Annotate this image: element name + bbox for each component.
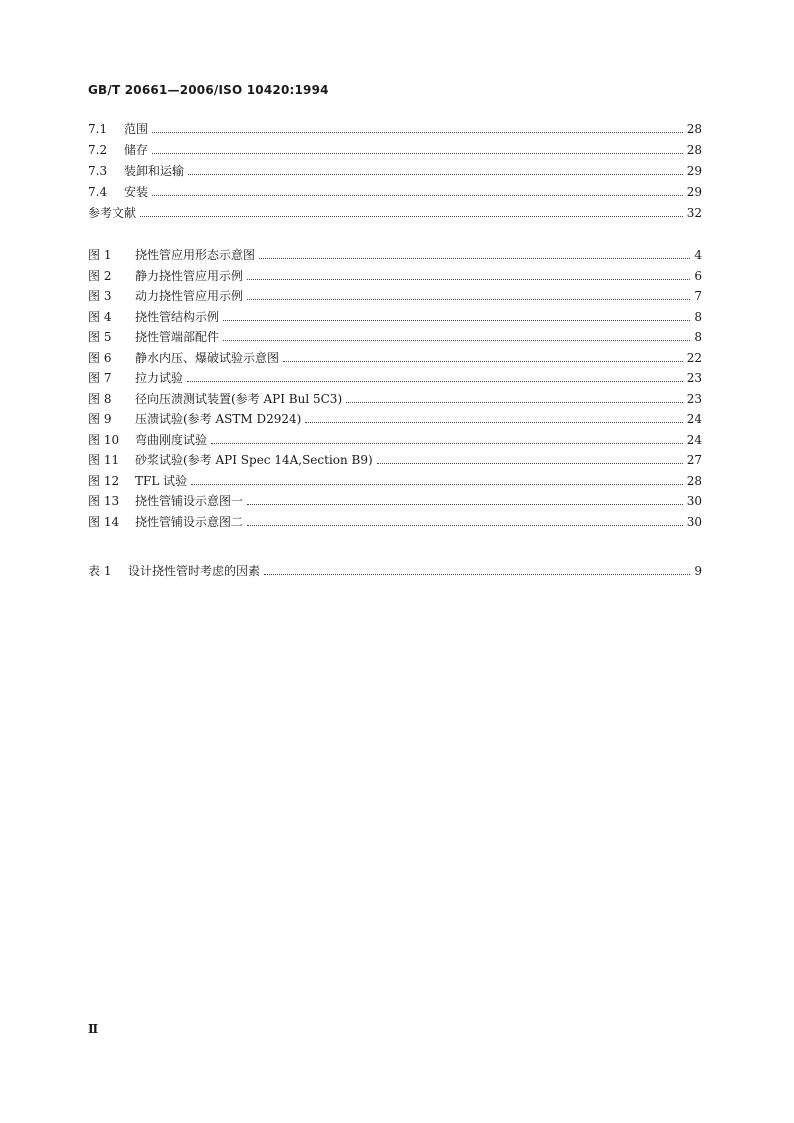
toc-leader-dots — [247, 504, 683, 505]
toc-leader-dots — [152, 195, 683, 196]
toc-figure-entry[interactable] — [88, 365, 702, 385]
toc-entry-number: 图 11 — [88, 453, 120, 467]
toc-entry-references[interactable] — [88, 200, 702, 220]
toc-entry-label: 装卸和运输 — [124, 164, 185, 178]
toc-leader-dots — [264, 574, 690, 575]
toc-leader-dots — [223, 340, 690, 341]
toc-leader-dots — [247, 279, 690, 280]
toc-entry-label: 设计挠性管时考虑的因素 — [128, 564, 261, 578]
toc-entry-page: 8 — [694, 330, 702, 344]
toc-entry-page: 27 — [686, 453, 702, 467]
toc-figure-entry[interactable] — [88, 468, 702, 488]
toc-entry-label: 范围 — [124, 122, 149, 136]
toc-figure-entry[interactable] — [88, 263, 702, 283]
toc-entry-number: 图 3 — [88, 289, 112, 303]
toc-entry[interactable] — [88, 137, 702, 157]
toc-figure-entry[interactable] — [88, 406, 702, 426]
toc-entry-page: 23 — [686, 391, 702, 406]
toc-entry-label: 参考文献 — [88, 206, 137, 220]
toc-entry-number: 图 2 — [88, 268, 112, 283]
toc-entry-number: 7.2 — [88, 143, 108, 157]
toc-figure-entry[interactable] — [88, 509, 702, 529]
toc-entry-page: 7 — [694, 289, 702, 303]
toc-figure-entry[interactable] — [88, 324, 702, 344]
toc-figure-entry[interactable] — [88, 488, 702, 508]
toc-entry-label: 挠性管应用形态示意图 — [135, 248, 256, 262]
toc-entry-page: 6 — [694, 268, 702, 283]
toc-entry-label: 径向压溃测试装置(参考 API Bul 5C3) — [135, 391, 343, 406]
toc-entry-label: 动力挠性管应用示例 — [135, 289, 244, 303]
toc-leader-dots — [223, 320, 690, 321]
toc-entry-page: 9 — [694, 564, 702, 578]
document-header: GB/T 20661—2006/ISO 10420:1994 — [88, 83, 329, 97]
toc-entry-number: 表 1 — [88, 564, 112, 578]
toc-leader-dots — [152, 153, 683, 154]
toc-figure-entry[interactable] — [88, 304, 702, 324]
toc-entry-label: TFL 试验 — [135, 473, 188, 488]
toc-entry-page: 24 — [686, 412, 702, 426]
toc-entry-number: 图 14 — [88, 514, 120, 529]
toc-entry-label: 安装 — [124, 185, 149, 199]
toc-entry-number: 图 10 — [88, 432, 120, 447]
toc-leader-dots — [140, 216, 683, 217]
toc-entry-page: 23 — [686, 371, 702, 385]
toc-leader-dots — [377, 463, 683, 464]
toc-figure-entry[interactable] — [88, 283, 702, 303]
toc-leader-dots — [247, 299, 690, 300]
toc-entry-number: 图 6 — [88, 350, 112, 365]
toc-entry-page: 28 — [686, 122, 702, 136]
toc-table-entry[interactable] — [88, 558, 702, 578]
toc-leader-dots — [346, 402, 683, 403]
toc-entry[interactable] — [88, 179, 702, 199]
toc-entry-label: 挠性管铺设示意图一 — [135, 494, 244, 508]
toc-leader-dots — [191, 484, 683, 485]
toc-entry-number: 图 4 — [88, 309, 112, 324]
toc-entry-number: 7.1 — [88, 122, 108, 136]
toc-leader-dots — [259, 258, 690, 259]
toc-entry-page: 29 — [686, 164, 702, 178]
toc-entry-page: 4 — [694, 248, 702, 262]
toc-entry-number: 图 7 — [88, 371, 112, 385]
toc-entry-label: 砂浆试验(参考 API Spec 14A,Section B9) — [135, 453, 373, 467]
toc-figure-entry[interactable] — [88, 386, 702, 406]
toc-leader-dots — [283, 361, 683, 362]
toc-entry-label: 挠性管结构示例 — [135, 309, 220, 324]
toc-entry-number: 图 1 — [88, 248, 112, 262]
toc-entry-page: 28 — [686, 473, 702, 488]
toc-entry-label: 拉力试验 — [135, 371, 184, 385]
toc-entry-page: 32 — [686, 206, 702, 220]
toc-entry-label: 挠性管铺设示意图二 — [135, 514, 244, 529]
toc-entry-page: 30 — [686, 514, 702, 529]
toc-entry-label: 压溃试验(参考 ASTM D2924) — [135, 412, 302, 426]
toc-entry-number: 7.4 — [88, 185, 108, 199]
toc-leader-dots — [305, 422, 682, 423]
toc-leader-dots — [187, 381, 683, 382]
toc-entry-page: 22 — [686, 350, 702, 365]
toc-entry[interactable] — [88, 158, 702, 178]
toc-leader-dots — [247, 525, 683, 526]
toc-entry-label: 静水内压、爆破试验示意图 — [135, 350, 280, 365]
toc-entry-page: 24 — [686, 432, 702, 447]
toc-entry-page: 8 — [694, 309, 702, 324]
toc-entry-page: 28 — [686, 143, 702, 157]
toc-entry-number: 图 13 — [88, 494, 120, 508]
toc-entry-number: 图 5 — [88, 330, 112, 344]
toc-entry-label: 弯曲刚度试验 — [135, 432, 208, 447]
toc-leader-dots — [188, 174, 683, 175]
toc-leader-dots — [211, 443, 683, 444]
toc-leader-dots — [152, 132, 683, 133]
toc-figure-entry[interactable] — [88, 447, 702, 467]
toc-entry[interactable] — [88, 116, 702, 136]
toc-figure-entry[interactable] — [88, 242, 702, 262]
toc-figure-entry[interactable] — [88, 427, 702, 447]
toc-entry-label: 储存 — [124, 143, 149, 157]
toc-entry-number: 图 8 — [88, 391, 112, 406]
toc-entry-label: 静力挠性管应用示例 — [135, 268, 244, 283]
toc-entry-number: 图 9 — [88, 412, 112, 426]
toc-entry-page: 29 — [686, 185, 702, 199]
toc-entry-number: 7.3 — [88, 164, 108, 178]
toc-entry-number: 图 12 — [88, 473, 120, 488]
toc-entry-label: 挠性管端部配件 — [135, 330, 220, 344]
toc-entry-page: 30 — [686, 494, 702, 508]
page-number: Ⅱ — [88, 1022, 99, 1036]
toc-figure-entry[interactable] — [88, 345, 702, 365]
